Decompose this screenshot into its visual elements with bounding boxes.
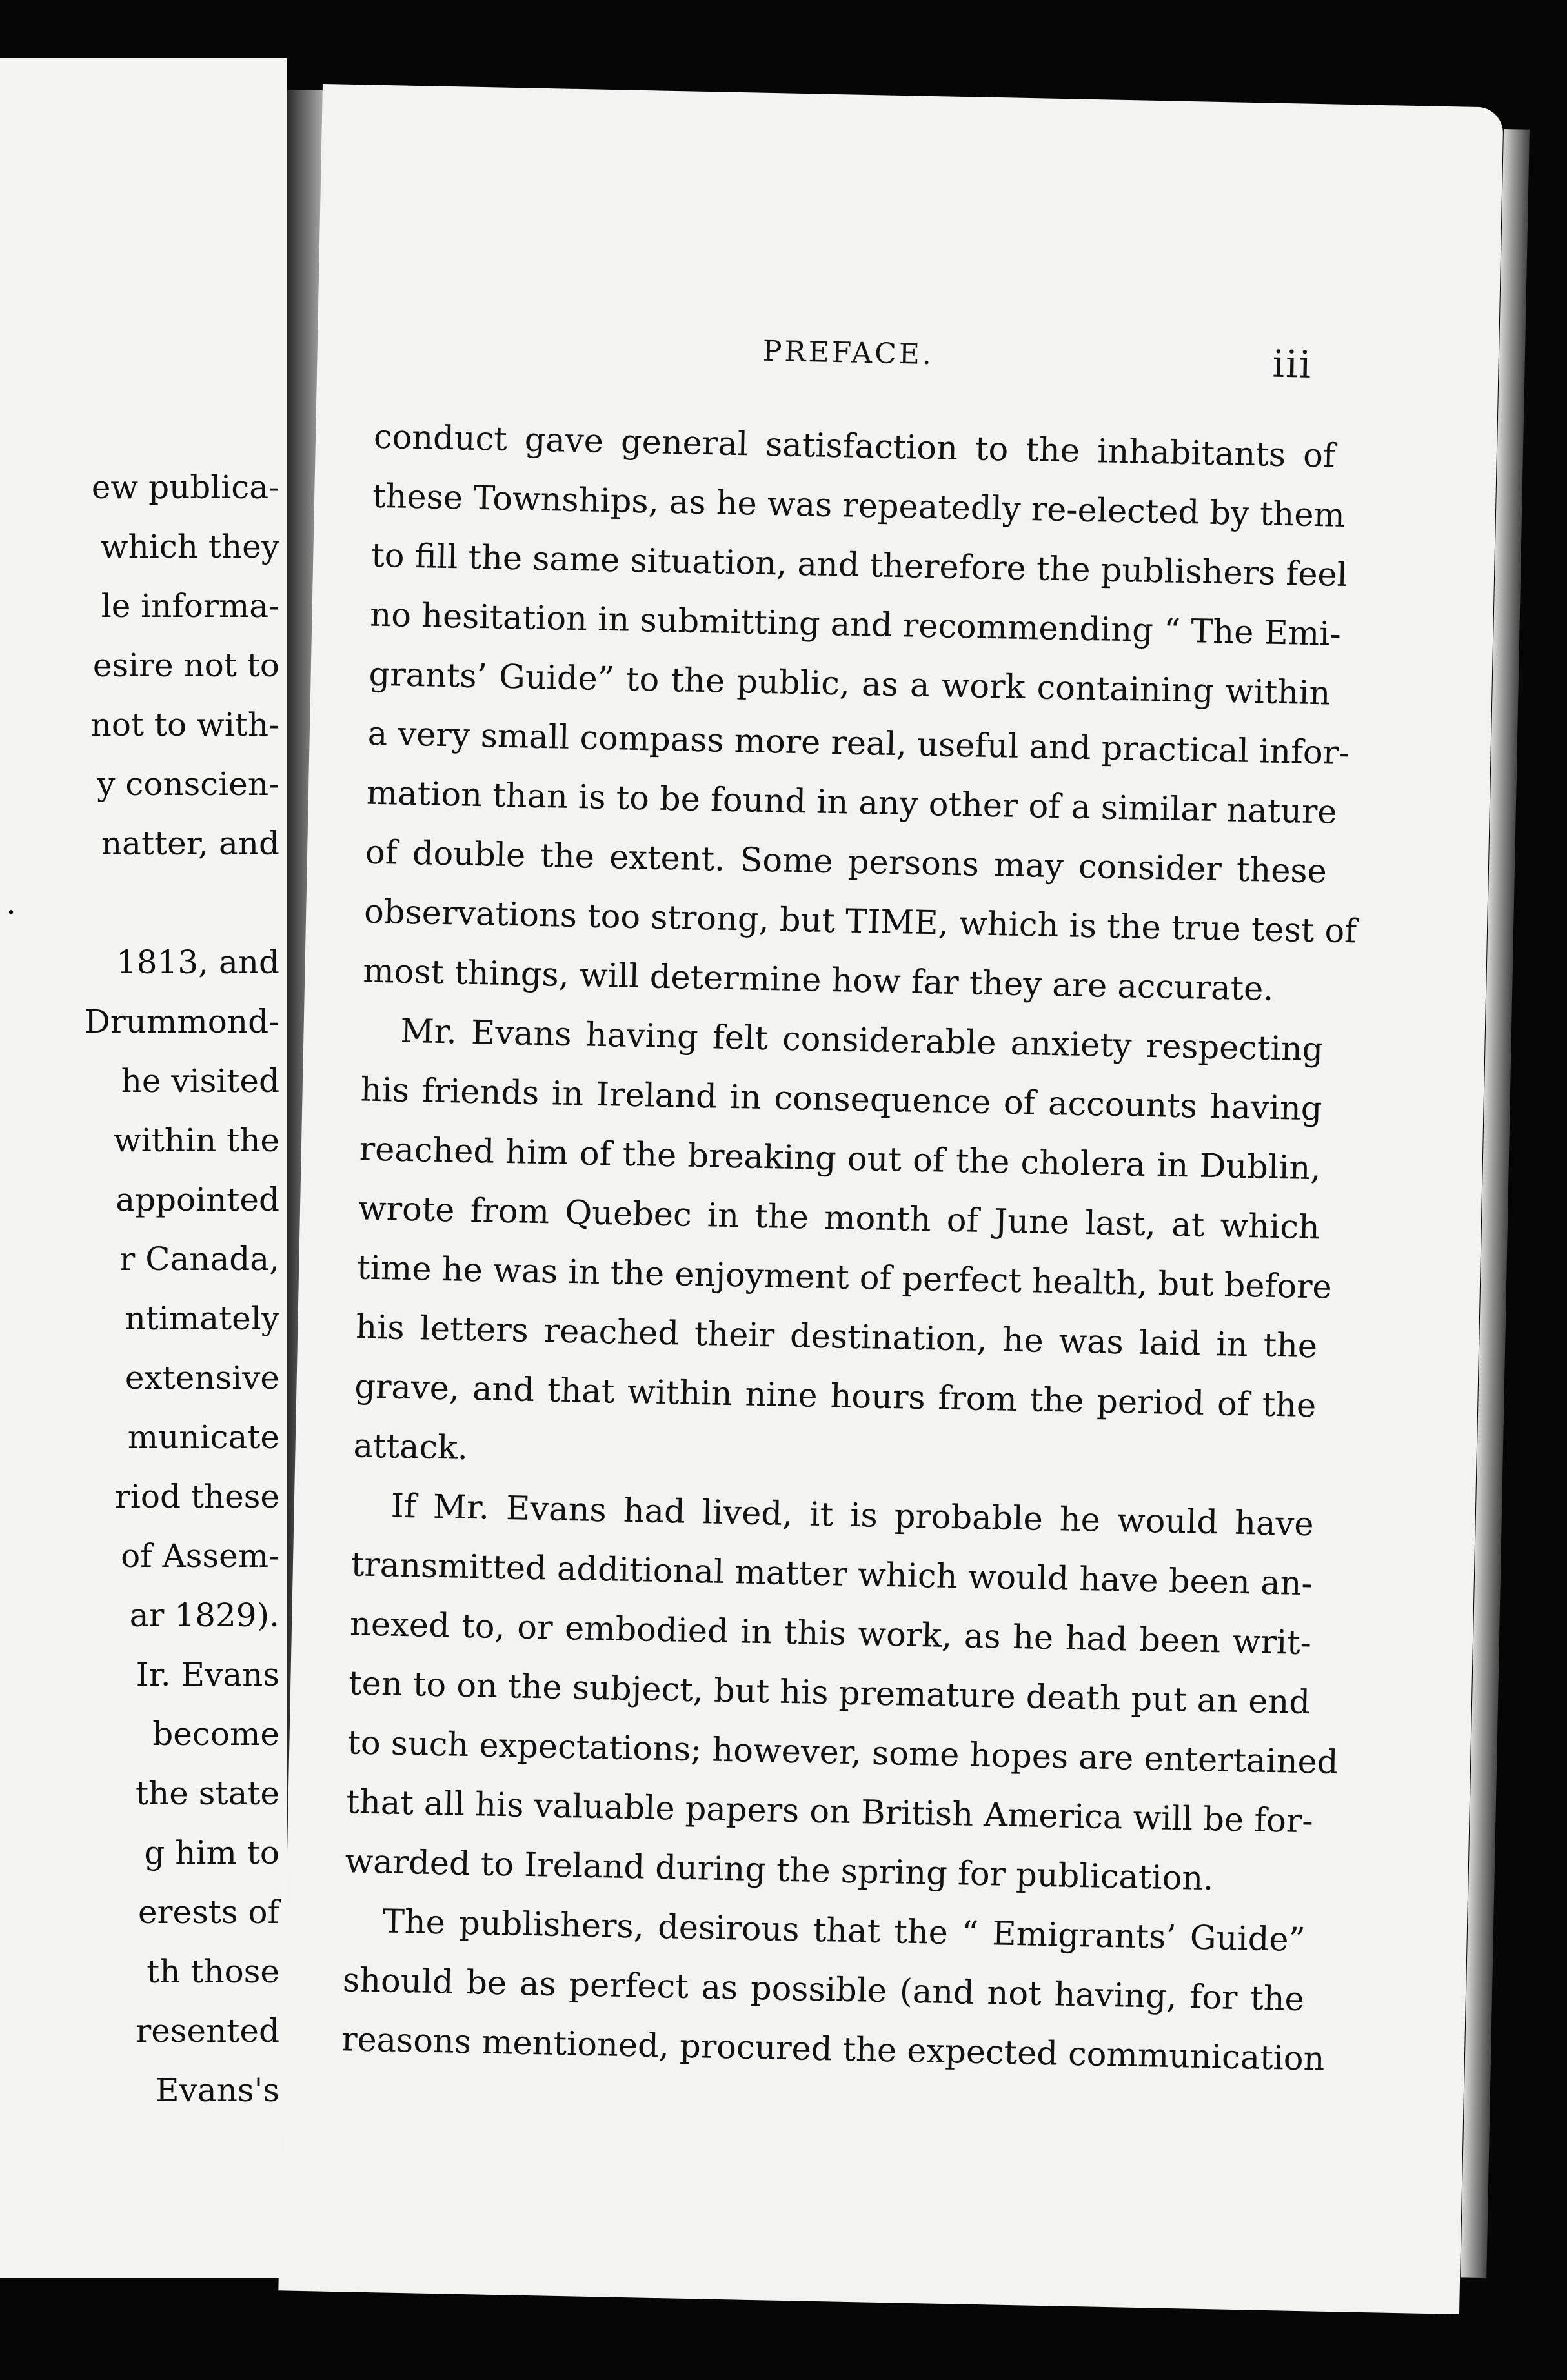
left-page-line: g him to [144,1834,279,1871]
right-page [278,84,1503,2314]
paragraph [362,408,1357,1021]
text-line: Mr. Evans having felt considerable anxiety respecting [399,1012,1324,1069]
paragraph [345,1476,1339,1911]
left-page-line: he visited [121,1062,279,1100]
left-page-line: ew publica- [91,469,279,506]
text-line: warded to Ireland during the spring for publication. [345,1842,1215,1899]
text-line: The publishers, desirous that the “ Emigrants’ Guide” [382,1902,1306,1960]
text-line: grave, and that within nine hours from the period of the [354,1367,1317,1426]
left-page-line: of Assem- [121,1537,279,1575]
text-line: attack. [353,1427,469,1467]
page-title: PREFACE. [762,334,935,372]
text-line: that all his valuable papers on British America will be for- [345,1783,1314,1841]
paragraph [353,1002,1333,1496]
left-page-line: Ir. Evans [136,1656,279,1693]
text-line: transmitted additional matter which would have been an- [350,1546,1313,1604]
left-page-line: y conscien- [97,765,279,803]
left-page-fragment [0,58,287,2278]
running-head [318,326,1499,387]
text-line: If Mr. Evans had lived, it is probable he would have [390,1487,1315,1544]
text-line: nexed to, or embodied in this work, as he had been writ- [349,1605,1312,1663]
left-page-line: esire not to [92,647,279,684]
left-page-line: le informa- [101,587,279,625]
left-page-line: Drummond- [84,1003,279,1040]
left-page-line: erests of [138,1893,279,1931]
left-page-line: which they [100,528,279,565]
text-line: ten to on the subject, but his premature death put an end [348,1664,1311,1722]
left-page-line: r Canada, [119,1240,279,1278]
text-line: observations too strong, but TIME, which is the true test of [363,892,1357,951]
left-page-line: . [6,884,16,922]
left-page-line: become [152,1715,279,1753]
text-line: these Townships, as he was repeatedly re-elected by them [372,477,1346,535]
body-text [341,408,1357,2089]
text-line: a very small compass more real, useful and practical infor- [367,714,1350,773]
left-page-line: ntimately [125,1300,279,1337]
paragraph [341,1891,1326,2089]
text-line: most things, will determine how far they are accurate. [362,952,1275,1009]
text-line: wrote from Quebec in the month of June last, at which [358,1189,1320,1247]
left-page-line: th those [147,1953,279,1990]
text-line: no hesitation in submitting and recommending “ The Emi- [369,596,1342,654]
text-line: grants’ Guide” to the public, as a work containing within [369,655,1331,713]
left-page-line: within the [113,1122,279,1159]
text-line: conduct gave general satisfaction to the inhabitants of [373,418,1336,476]
left-page-line: municate [127,1418,279,1456]
text-line: to fill the same situation, and therefore the publishers feel [370,536,1348,595]
left-page-line: ar 1829). [129,1597,279,1634]
left-page-line: resented [136,2012,279,2050]
left-page-line: appointed [116,1181,279,1218]
text-line: time he was in the enjoyment of perfect health, but before [356,1249,1333,1307]
text-line: his friends in Ireland in consequence of accounts having [360,1071,1323,1129]
text-line: reasons mentioned, procured the expected communication [341,2021,1326,2079]
page-number: iii [1271,341,1313,387]
text-line: to such expectations; however, some hopes are entertained [347,1724,1339,1782]
left-page-line: riod these [114,1478,279,1515]
text-line: should be as perfect as possible (and not having, for the [342,1961,1305,2019]
text-line: his letters reached their destination, he was laid in the [355,1308,1318,1366]
text-line: of double the extent. Some persons may consider these [365,833,1328,891]
text-line: mation than is to be found in any other of a similar nature [366,774,1338,832]
left-page-line: natter, and [101,825,279,862]
left-page-line: extensive [125,1359,279,1397]
left-page-line: the state [135,1775,279,1812]
left-page-line: Evans's [156,2072,279,2109]
left-page-line: 1813, and [116,943,279,981]
text-line: reached him of the breaking out of the cholera in Dublin, [359,1130,1322,1188]
left-page-line: not to with- [90,706,279,743]
